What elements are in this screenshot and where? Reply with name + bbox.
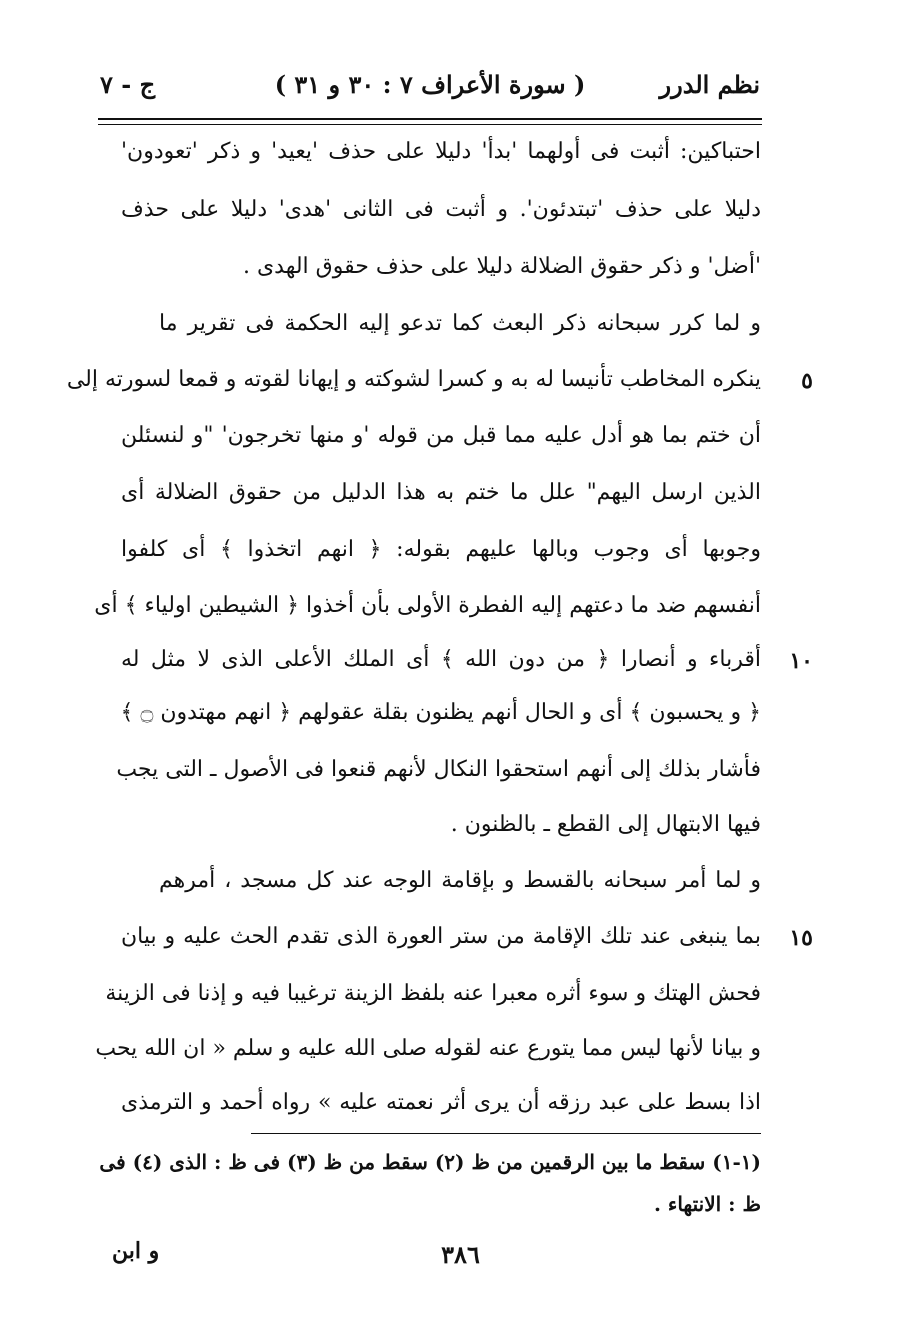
header-rule-thin bbox=[98, 124, 762, 125]
line-number-15: ١٥ bbox=[789, 925, 813, 951]
text-line: اذا بسط على عبد رزقه أن يرى أثر نعمته عليه » رواه أحمد و الترمذى bbox=[121, 1090, 761, 1115]
text-line: أنفسهم ضد ما دعتهم إليه الفطرة الأولى بأن أخذوا ﴿ الشيطين اولياء ﴾ أى bbox=[94, 593, 761, 618]
text-line: فيها الابتهال إلى القطع ـ بالظنون . bbox=[450, 812, 761, 837]
footnote-line: ظ : الانتهاء . bbox=[653, 1192, 761, 1216]
text-line: فأشار بذلك إلى أنهم استحقوا النكال لأنهم قنعوا فى الأصول ـ التى يجب bbox=[116, 757, 761, 782]
page-number: ٣٨٦ bbox=[441, 1240, 480, 1269]
surah-reference: ( سورة الأعراف ٧ : ٣٠ و ٣١ ) bbox=[274, 70, 586, 99]
paragraph-start-line: و لما كرر سبحانه ذكر البعث كما تدعو إليه الحكمة فى تقرير ما bbox=[159, 311, 761, 336]
footnote-line: (١-١) سقط ما بين الرقمين من ظ (٢) سقط من ظ (٣) فى ظ : الذى (٤) فى bbox=[99, 1150, 761, 1174]
footnote-rule bbox=[251, 1133, 761, 1134]
text-line: أقرباء و أنصارا ﴿ من دون الله ﴾ أى الملك الأعلى الذى لا مثل له bbox=[121, 647, 761, 672]
text-line: ﴿ و يحسبون ﴾ أى و الحال أنهم يظنون بقلة عقولهم ﴿ انهم مهتدون ۝ ﴾ bbox=[120, 700, 761, 725]
text-line: أن ختم بما هو أدل عليه مما قبل من قوله 'و منها تخرجون' "و لنسئلن bbox=[121, 423, 761, 448]
text-line: دليلا على حذف 'تبتدئون'. و أثبت فى الثانى 'هدى' دليلا على حذف bbox=[121, 197, 761, 222]
text-line: بما ينبغى عند تلك الإقامة من ستر العورة الذى تقدم الحث عليه و بيان bbox=[121, 924, 761, 949]
header-rule-thick bbox=[98, 118, 762, 120]
paragraph-start-line: و لما أمر سبحانه بالقسط و بإقامة الوجه عند كل مسجد ، أمرهم bbox=[159, 868, 761, 893]
running-header bbox=[100, 60, 760, 110]
text-line: و بيانا لأنها ليس مما يتورع عنه لقوله صلى الله عليه و سلم « ان الله يحب bbox=[95, 1036, 761, 1061]
text-line: 'أضل' و ذكر حقوق الضلالة دليلا على حذف حقوق الهدى . bbox=[242, 254, 761, 279]
book-title: نظم الدرر bbox=[659, 70, 760, 99]
line-number-5: ٥ bbox=[801, 368, 813, 394]
text-line: فحش الهتك و سوء أثره معبرا عنه بلفظ الزينة ترغيبا فيه و إذنا فى الزينة bbox=[105, 981, 761, 1006]
volume-number: ج - ٧ bbox=[100, 70, 156, 99]
text-line: الذين ارسل اليهم" علل ما ختم به هذا الدليل من حقوق الضلالة أى bbox=[121, 480, 761, 505]
line-number-10: ١٠ bbox=[789, 648, 813, 674]
text-line: وجوبها أى وجوب وبالها عليهم بقوله: ﴿ انهم اتخذوا ﴾ أى كلفوا bbox=[121, 537, 761, 562]
catchword: و ابن bbox=[112, 1238, 160, 1264]
text-line: احتباكين: أثبت فى أولهما 'بدأ' دليلا على حذف 'يعيد' و ذكر 'تعودون' bbox=[121, 139, 761, 164]
text-line: ينكره المخاطب تأنيسا له به و كسرا لشوكته و إيهانا لقوته و قمعا لسورته إلى bbox=[66, 367, 761, 392]
